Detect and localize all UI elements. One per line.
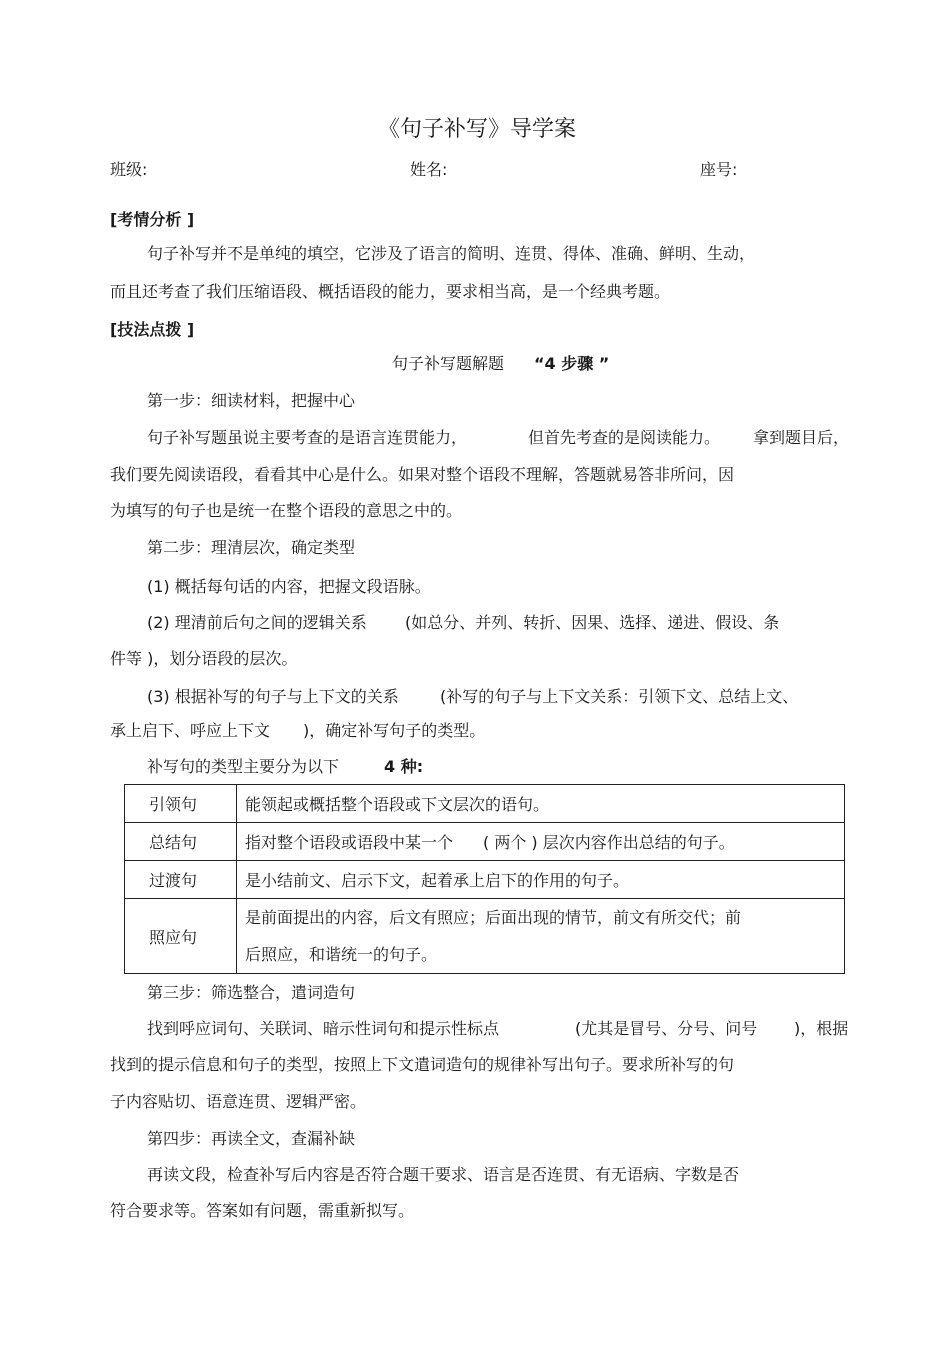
section-heading-exam-analysis: [考情分析 ] (110, 210, 195, 229)
paragraph-line: 句子补写题虽说主要考查的是语言连贯能力， (147, 428, 468, 447)
desc-text: 指对整个语段或语段中某一个 (245, 833, 454, 852)
paragraph-line: 我们要先阅读语段，看看其中心是什么。如果对整个语段不理解，答题就易答非所问，因 (110, 465, 735, 484)
list-item: 承上启下、呼应上下文 (110, 721, 271, 740)
paragraph-line: 而且还考查了我们压缩语段、概括语段的能力，要求相当高，是一个经典考题。 (110, 282, 671, 301)
paragraph-line: 但首先考查的是阅读能力。 (528, 428, 721, 447)
section-heading-techniques: [技法点拨 ] (110, 320, 195, 339)
sentence-types-table (124, 784, 845, 974)
step1-title: 第一步：细读材料，把握中心 (147, 391, 356, 410)
paragraph-line: )，根据 (794, 1019, 849, 1038)
paragraph-line: 句子补写并不是单纯的填空，它涉及了语言的简明、连贯、得体、准确、鲜明、生动， (147, 244, 756, 263)
paragraph-line: 拿到题目后， (753, 428, 850, 447)
paragraph-line: 符合要求等。答案如有问题，需重新拟写。 (110, 1201, 415, 1220)
paragraph-line: 再读文段，检查补写后内容是否符合题干要求、语言是否连贯、有无语病、字数是否 (147, 1165, 740, 1184)
desc-cell: 是小结前文、启示下文，起着承上启下的作用的句子。 (237, 861, 845, 899)
seat-label: 座号: (700, 160, 738, 179)
list-item: (如总分、并列、转折、因果、选择、递进、假设、条 (405, 613, 780, 632)
name-label: 姓名: (410, 160, 448, 179)
paragraph-line: 子内容贴切、语意连贯、逻辑严密。 (110, 1092, 367, 1111)
types-count: 4 种: (384, 757, 424, 776)
table-row (125, 861, 845, 899)
list-item: (补写的句子与上下文关系：引领下文、总结上文、 (440, 687, 799, 706)
types-intro: 补写句的类型主要分为以下 (147, 757, 340, 776)
list-item: (2) 理清前后句之间的逻辑关系 (147, 613, 367, 632)
type-cell: 照应句 (125, 899, 237, 974)
type-cell: 过渡句 (125, 861, 237, 899)
list-item: 件等 )，划分语段的层次。 (110, 649, 298, 668)
step2-title: 第二步：理清层次，确定类型 (147, 538, 356, 557)
table-row (125, 785, 845, 823)
paragraph-line: 找到的提示信息和句子的类型，按照上下文遣词造句的规律补写出句子。要求所补写的句 (110, 1055, 735, 1074)
type-cell: 总结句 (125, 823, 237, 861)
desc-text: 后照应，和谐统一的句子。 (245, 945, 438, 964)
list-item: (3) 根据补写的句子与上下文的关系 (147, 687, 399, 706)
list-item: (1) 概括每句话的内容，把握文段语脉。 (147, 577, 431, 596)
table-row (125, 899, 845, 974)
paragraph-line: 为填写的句子也是统一在整个语段的意思之中的。 (110, 501, 463, 520)
subtitle: 句子补写题解题 (392, 354, 505, 373)
desc-text: 是前面提出的内容，后文有照应；后面出现的情节，前文有所交代；前 (245, 908, 742, 927)
paragraph-line: (尤其是冒号、分号、问号 (575, 1019, 758, 1038)
desc-text: ( 两个 ) 层次内容作出总结的句子。 (483, 833, 735, 852)
desc-cell (237, 899, 845, 974)
step3-title: 第三步：筛选整合，遣词造句 (147, 983, 356, 1002)
step4-title: 第四步：再读全文，查漏补缺 (147, 1129, 356, 1148)
page-title: 《句子补写》导学案 (378, 117, 577, 142)
paragraph-line: 找到呼应词句、关联词、暗示性词句和提示性标点 (147, 1019, 500, 1038)
desc-cell: 能领起或概括整个语段或下文层次的语句。 (237, 785, 845, 823)
table-row (125, 823, 845, 861)
subtitle-steps: “4 步骤 ” (534, 354, 610, 373)
list-item: )，确定补写句子的类型。 (303, 721, 486, 740)
desc-cell (237, 823, 845, 861)
type-cell: 引领句 (125, 785, 237, 823)
class-label: 班级: (110, 160, 148, 179)
